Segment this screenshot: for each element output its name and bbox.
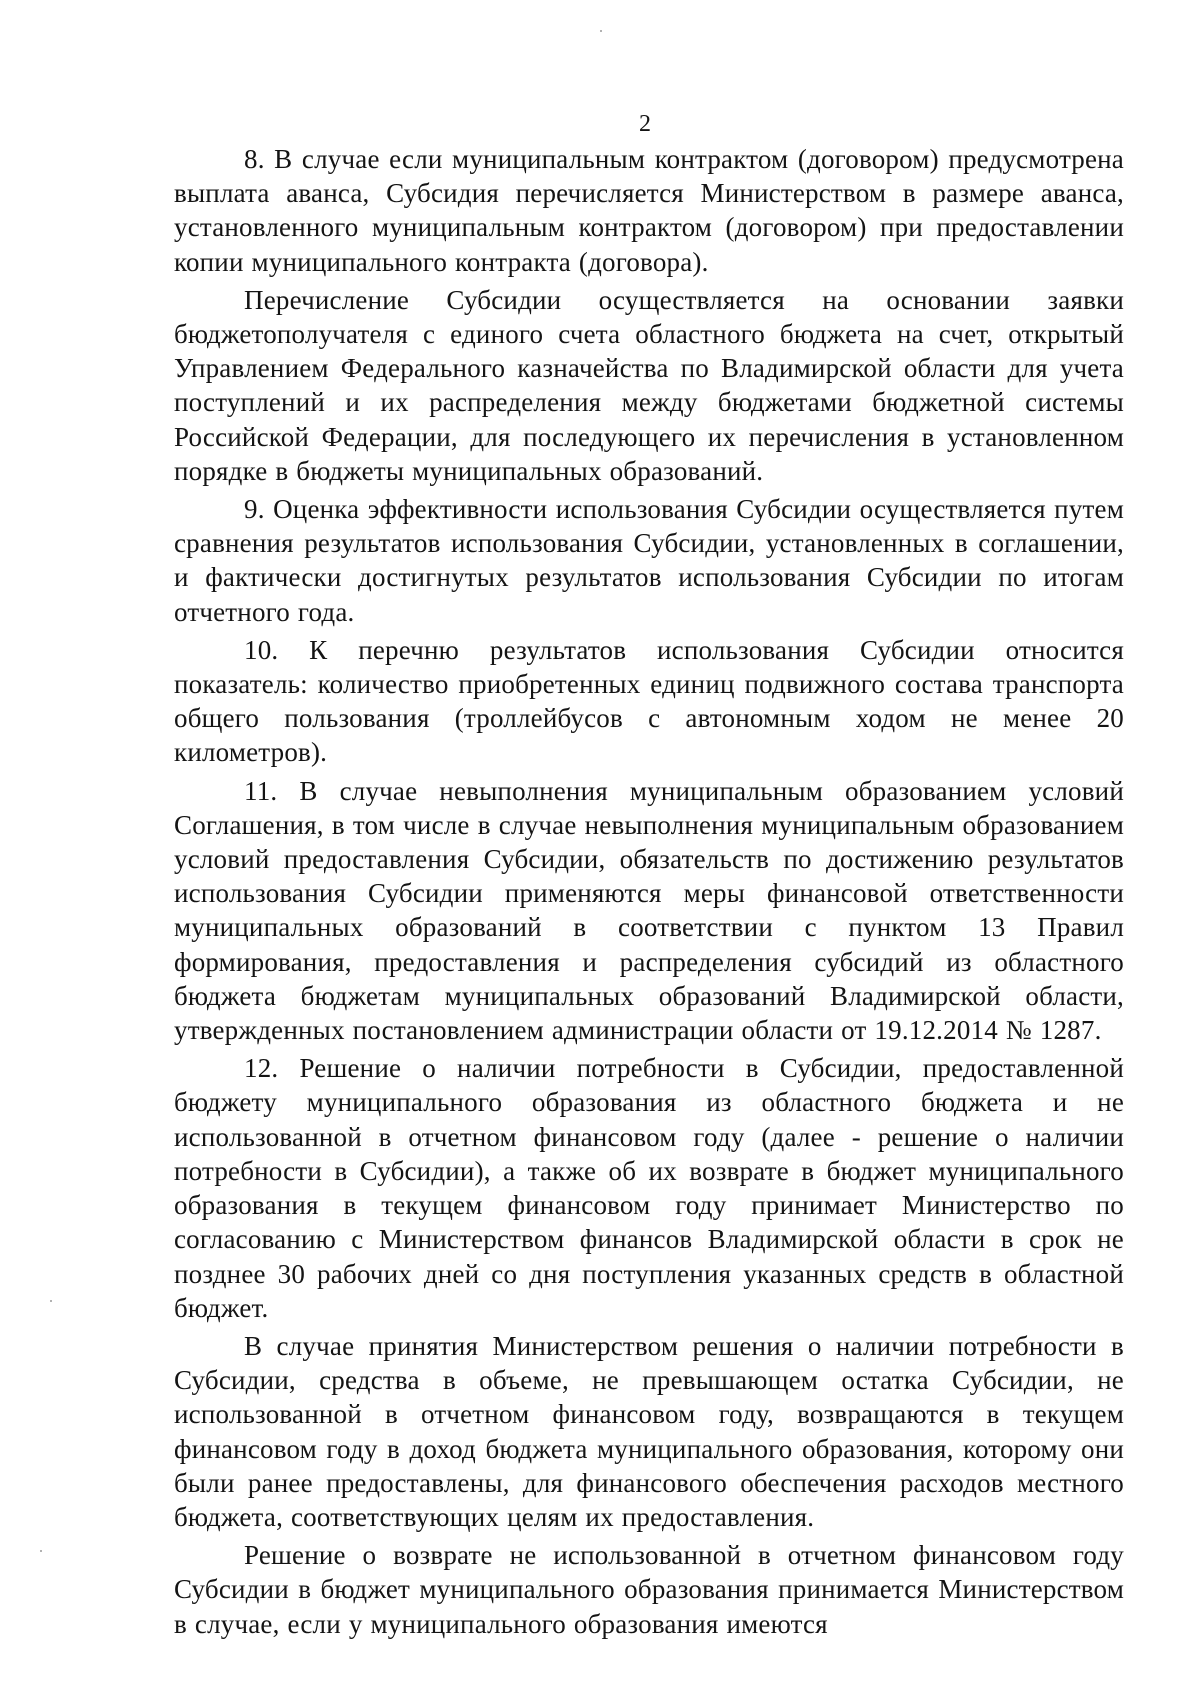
paragraph-8: 8. В случае если муниципальным контрактом (договором) предусмотрена выплата аванса, Субсидия перечисляется Министерством в размере аванса, установленного муниципальным контрактом (договором) при предоставлении копии муниципального контракта (договора).: [174, 144, 1124, 277]
paragraph-transfer: Перечисление Субсидии осуществляется на основании заявки бюджетополучателя с единого счета областного бюджета на счет, открытый Управлением Федерального казначейства по Владимирской области для учета поступлений и их распределения между бюджетами бюджетной системы Российской Федерации, для последующего их перечисления в установленном порядке в бюджеты муниципальных образований.: [174, 284, 1124, 486]
paragraph-11: 11. В случае невыполнения муниципальным образованием условий Соглашения, в том числе в случае невыполнения муниципальным образованием условий предоставления Субсидии, обязательств по достижению результатов использования Субсидии применяются меры финансовой ответственности муниципальных образований в соответствии с пунктом 13 Правил формирования, предоставления и распределения субсидий из областного бюджета бюджетам муниципальных образований Владимирской области, утвержденных постановлением администрации области от 19.12.2014 № 1287.: [174, 775, 1124, 1046]
scan-speck: [600, 30, 602, 32]
paragraph-9: 9. Оценка эффективности использования Субсидии осуществляется путем сравнения результатов использования Субсидии, установленных в соглашении, и фактически достигнутых результатов использования Субсидии по итогам отчетного года.: [174, 494, 1124, 627]
paragraph-return-decision: Решение о возврате не использованной в отчетном финансовом году Субсидии в бюджет муниципального образования принимается Министерством в случае, если у муниципального образования имеются: [174, 1540, 1124, 1639]
document-body: [174, 142, 1124, 1641]
scan-speck: [50, 1300, 52, 1302]
scan-speck: [40, 1550, 42, 1552]
paragraph-10: 10. К перечню результатов использования Субсидии относится показатель: количество приобретенных единиц подвижного состава транспорта общего пользования (троллейбусов с автономным ходом не менее 20 километров).: [174, 634, 1124, 768]
page-number: 2: [639, 111, 651, 137]
paragraph-12: 12. Решение о наличии потребности в Субсидии, предоставленной бюджету муниципального образования из областного бюджета и не использованной в отчетном финансовом году (далее - решение о наличии потребности в Субсидии), а также об их возврате в бюджет муниципального образования в текущем финансовом году принимает Министерство по согласованию с Министерством финансов Владимирской области в срок не позднее 30 рабочих дней со дня поступления указанных средств в областной бюджет.: [174, 1053, 1124, 1323]
paragraph-need-decision: В случае принятия Министерством решения о наличии потребности в Субсидии, средства в объеме, не превышающем остатка Субсидии, не использованной в отчетном финансовом году, возвращаются в текущем финансовом году в доход бюджета муниципального образования, которому они были ранее предоставлены, для финансового обеспечения расходов местного бюджета, соответствующих целям их предоставления.: [174, 1330, 1124, 1532]
